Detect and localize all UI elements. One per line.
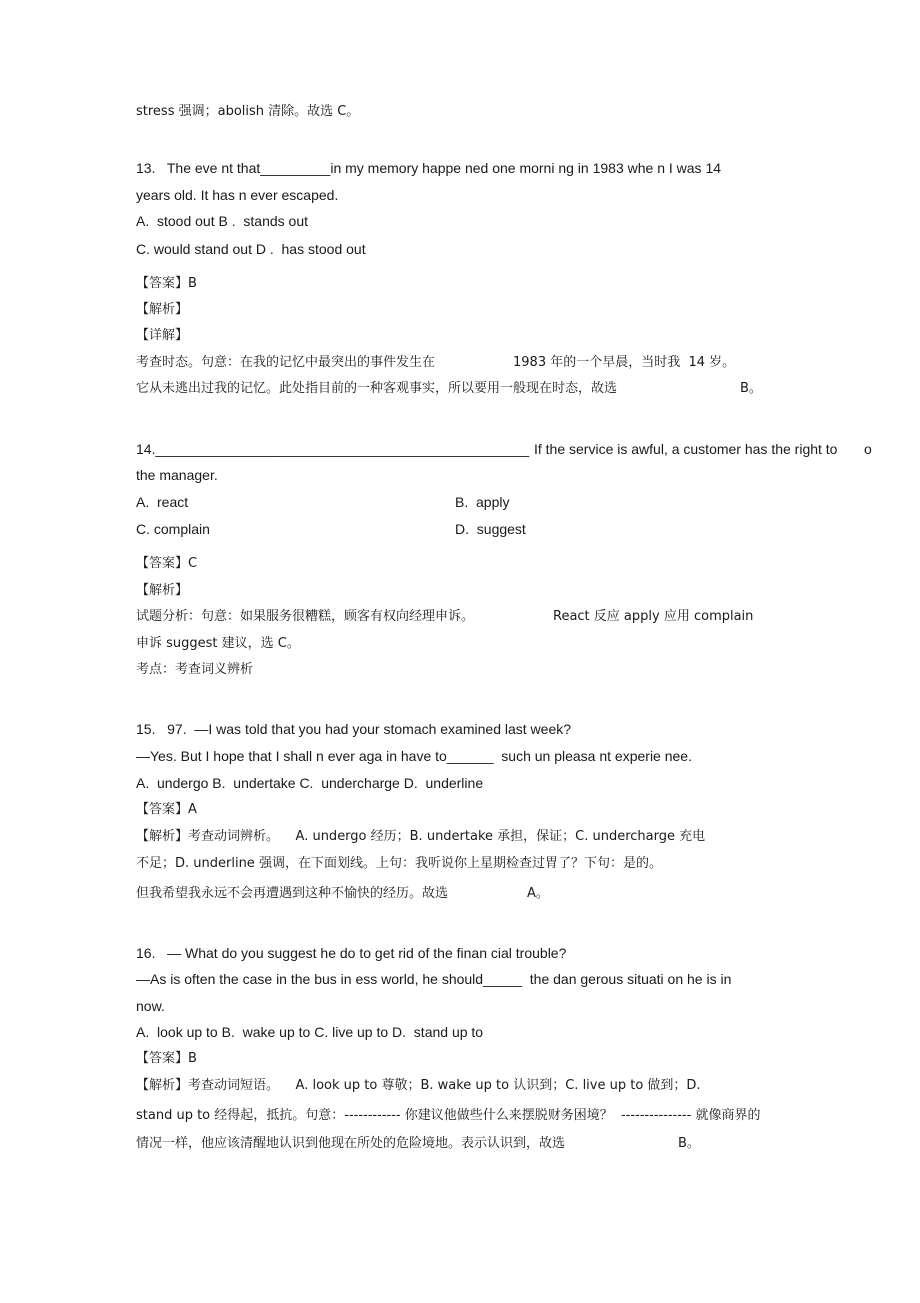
q14-option-d: D. suggest [455,521,526,537]
q16-answer: 【答案】B [136,1051,197,1066]
q13-analysis-label: 【解析】 [136,302,189,317]
q16-stem-line1: 16. — What do you suggest he do to get rid of the finan cial trouble? [136,945,567,961]
q13-explanation-1a: 考查时态。句意：在我的记忆中最突出的事件发生在 [136,355,436,370]
q15-stem-line2: —Yes. But I hope that I shall n ever aga in have to______ such un pleasa nt experie nee. [136,748,692,764]
q14-explanation-1a: 试题分析：句意：如果服务很糟糕，顾客有权向经理申诉。 [136,609,475,624]
previous-answer-tail: stress 强调；abolish 清除。故选 C。 [136,104,360,119]
q14-option-b: B. apply [455,494,510,510]
q15-options: A. undergo B. undertake C. undercharge D. underline [136,775,484,791]
q14-test-point: 考点：考查词义辨析 [136,662,254,677]
q15-explanation-3a: 但我希望我永远不会再遭遇到这种不愉快的经历。故选 [136,886,449,901]
q14-answer: 【答案】C [136,556,198,571]
q14-option-c: C. complain [136,521,210,537]
q13-explanation-2a: 它从未逃出过我的记忆。此处指目前的一种客观事实，所以要用一般现在时态，故选 [136,381,618,396]
q16-explanation-1: 【解析】考查动词短语。 A. look up to 尊敬；B. wake up to 认识到；C. live up to 做到；D. [136,1078,701,1093]
q14-stem-tail: o [864,441,872,457]
q13-explanation-2b: B。 [740,381,762,396]
q14-explanation-2: 申诉 suggest 建议，选 C。 [136,636,300,651]
q16-explanation-2: stand up to 经得起，抵抗。句意：------------ 你建议他做些什么来摆脱财务困境？ --------------- 就像商界的 [136,1108,761,1123]
q13-explanation-1b: 1983 年的一个早晨，当时我 14 岁。 [513,355,736,370]
q16-explanation-3b: B。 [678,1136,700,1151]
q13-stem-line2: years old. It has n ever escaped. [136,187,339,203]
q15-stem-line1: 15. 97. —I was told that you had your stomach examined last week? [136,721,572,737]
q13-options-ab: A. stood out B . stands out [136,213,308,229]
q16-explanation-3a: 情况一样，他应该清醒地认识到他现在所处的危险境地。表示认识到，故选 [136,1136,566,1151]
q14-explanation-1b: React 反应 apply 应用 complain [553,609,754,624]
q16-options: A. look up to B. wake up to C. live up to D. stand up to [136,1024,484,1040]
q13-stem-line1: 13. The eve nt that_________in my memory happe ned one morni ng in 1983 whe n I was 14 [136,160,722,176]
q15-explanation-1: 【解析】考查动词辨析。 A. undergo 经历；B. undertake 承担，保证；C. undercharge 充电 [136,829,706,844]
q14-stem-blank: 14.________________________________________________ [136,441,530,457]
q13-detail-label: 【详解】 [136,328,189,343]
q13-options-cd: C. would stand out D . has stood out [136,241,366,257]
q14-analysis-label: 【解析】 [136,583,189,598]
q16-stem-line3: now. [136,998,165,1014]
q13-answer: 【答案】B [136,276,197,291]
q15-explanation-2: 不足；D. underline 强调，在下面划线。上句：我听说你上星期检查过胃了？下句：是的。 [136,856,662,871]
q15-answer: 【答案】A [136,802,197,817]
q14-stem-line2: the manager. [136,467,218,483]
q14-option-a: A. react [136,494,189,510]
q15-explanation-3b: A。 [527,886,549,901]
q16-stem-line2: —As is often the case in the bus in ess world, he should_____ the dan gerous situati on he is in [136,971,732,987]
q14-stem-text: If the service is awful, a customer has the right to [534,441,838,457]
